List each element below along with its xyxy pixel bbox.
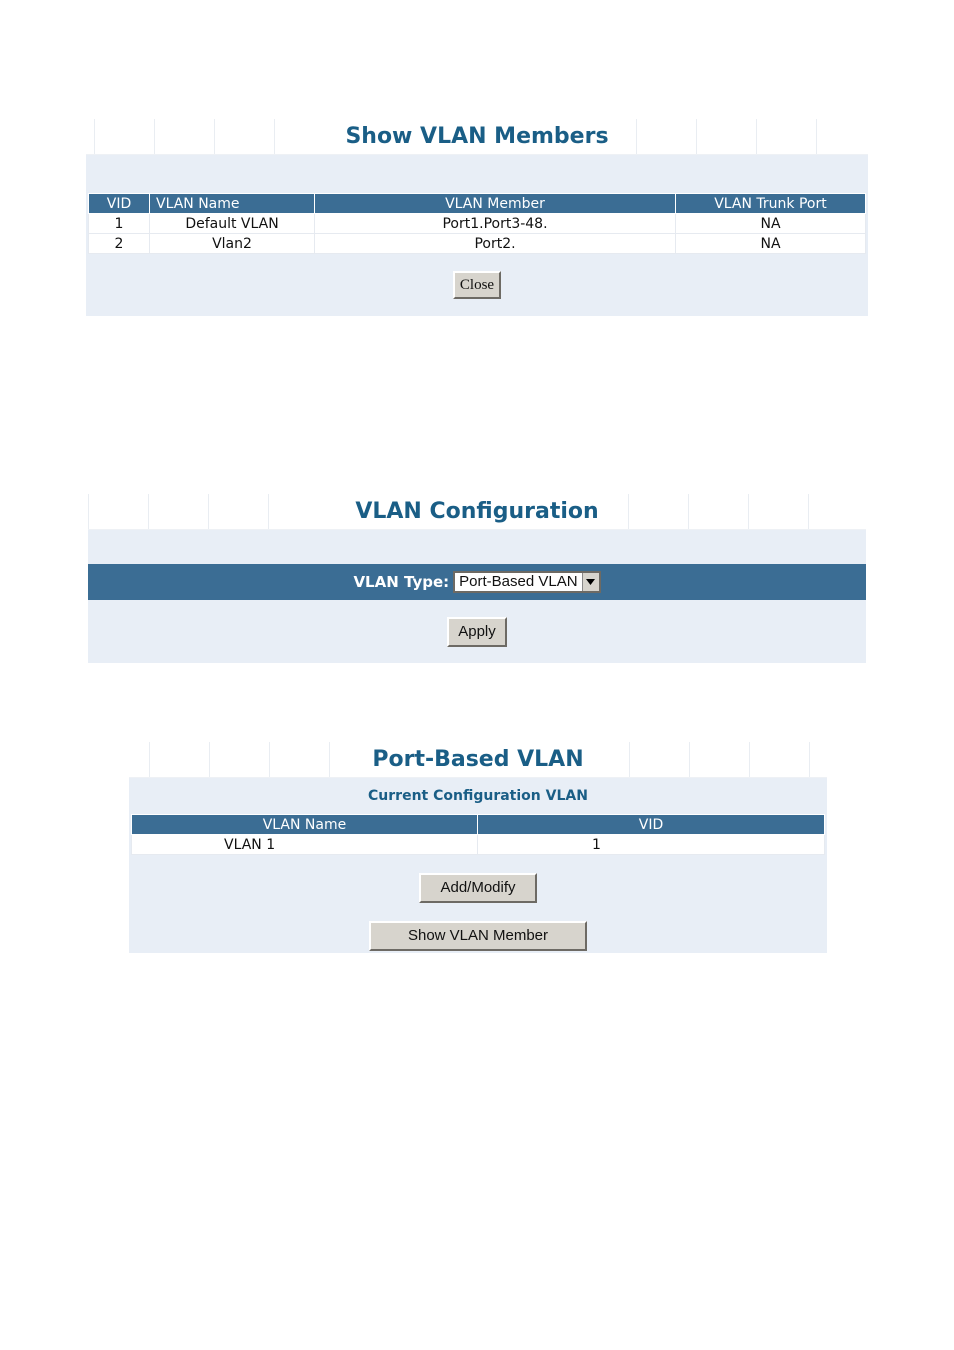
page-title: Show VLAN Members bbox=[86, 119, 868, 155]
column-header-vlan-name: VLAN Name bbox=[150, 194, 315, 214]
column-header-vlan-member: VLAN Member bbox=[315, 194, 676, 214]
members-table bbox=[88, 193, 866, 254]
vlan-type-select[interactable] bbox=[453, 571, 600, 593]
panel-spacer bbox=[88, 530, 866, 564]
close-button[interactable]: Close bbox=[453, 271, 501, 299]
cell-vlan-member: Port1.Port3-48. bbox=[315, 214, 676, 234]
column-header-vid: VID bbox=[89, 194, 150, 214]
button-row bbox=[86, 254, 868, 316]
members-table-wrap bbox=[86, 193, 868, 254]
cell-vlan-member: Port2. bbox=[315, 234, 676, 254]
cell-vid: 1 bbox=[89, 214, 150, 234]
vlan-configuration-panel bbox=[88, 494, 866, 663]
panel-spacer bbox=[86, 155, 868, 193]
table-row bbox=[132, 835, 825, 855]
cell-vlan-name: VLAN 1 bbox=[132, 835, 478, 855]
cell-vid: 2 bbox=[89, 234, 150, 254]
column-header-trunk-port: VLAN Trunk Port bbox=[676, 194, 866, 214]
column-header-vlan-name: VLAN Name bbox=[132, 815, 478, 835]
title-strip bbox=[88, 494, 866, 530]
column-header-vid: VID bbox=[478, 815, 825, 835]
cell-trunk-port: NA bbox=[676, 214, 866, 234]
section-subtitle: Current Configuration VLAN bbox=[129, 778, 827, 814]
table-row bbox=[89, 234, 866, 254]
vlan-type-label: VLAN Type: bbox=[353, 573, 450, 591]
cell-trunk-port: NA bbox=[676, 234, 866, 254]
apply-button[interactable]: Apply bbox=[447, 617, 507, 647]
cell-vlan-name: Default VLAN bbox=[150, 214, 315, 234]
show-vlan-members-panel bbox=[86, 119, 868, 316]
show-vlan-member-button[interactable]: Show VLAN Member bbox=[369, 921, 587, 951]
page-title: Port-Based VLAN bbox=[129, 742, 827, 778]
add-modify-button[interactable]: Add/Modify bbox=[419, 873, 537, 903]
page-title: VLAN Configuration bbox=[88, 494, 866, 530]
button-area bbox=[129, 855, 827, 953]
chevron-down-icon[interactable] bbox=[582, 573, 599, 591]
title-strip bbox=[86, 119, 868, 155]
port-based-vlan-panel bbox=[129, 742, 827, 953]
title-strip bbox=[129, 742, 827, 778]
button-row bbox=[88, 600, 866, 663]
table-row bbox=[89, 214, 866, 234]
vlan-type-value: Port-Based VLAN bbox=[459, 573, 578, 590]
vlan-type-bar bbox=[88, 564, 866, 600]
cell-vlan-name: Vlan2 bbox=[150, 234, 315, 254]
vlan-table-wrap bbox=[129, 814, 827, 855]
cell-vid: 1 bbox=[478, 835, 825, 855]
vlan-table bbox=[131, 814, 825, 855]
